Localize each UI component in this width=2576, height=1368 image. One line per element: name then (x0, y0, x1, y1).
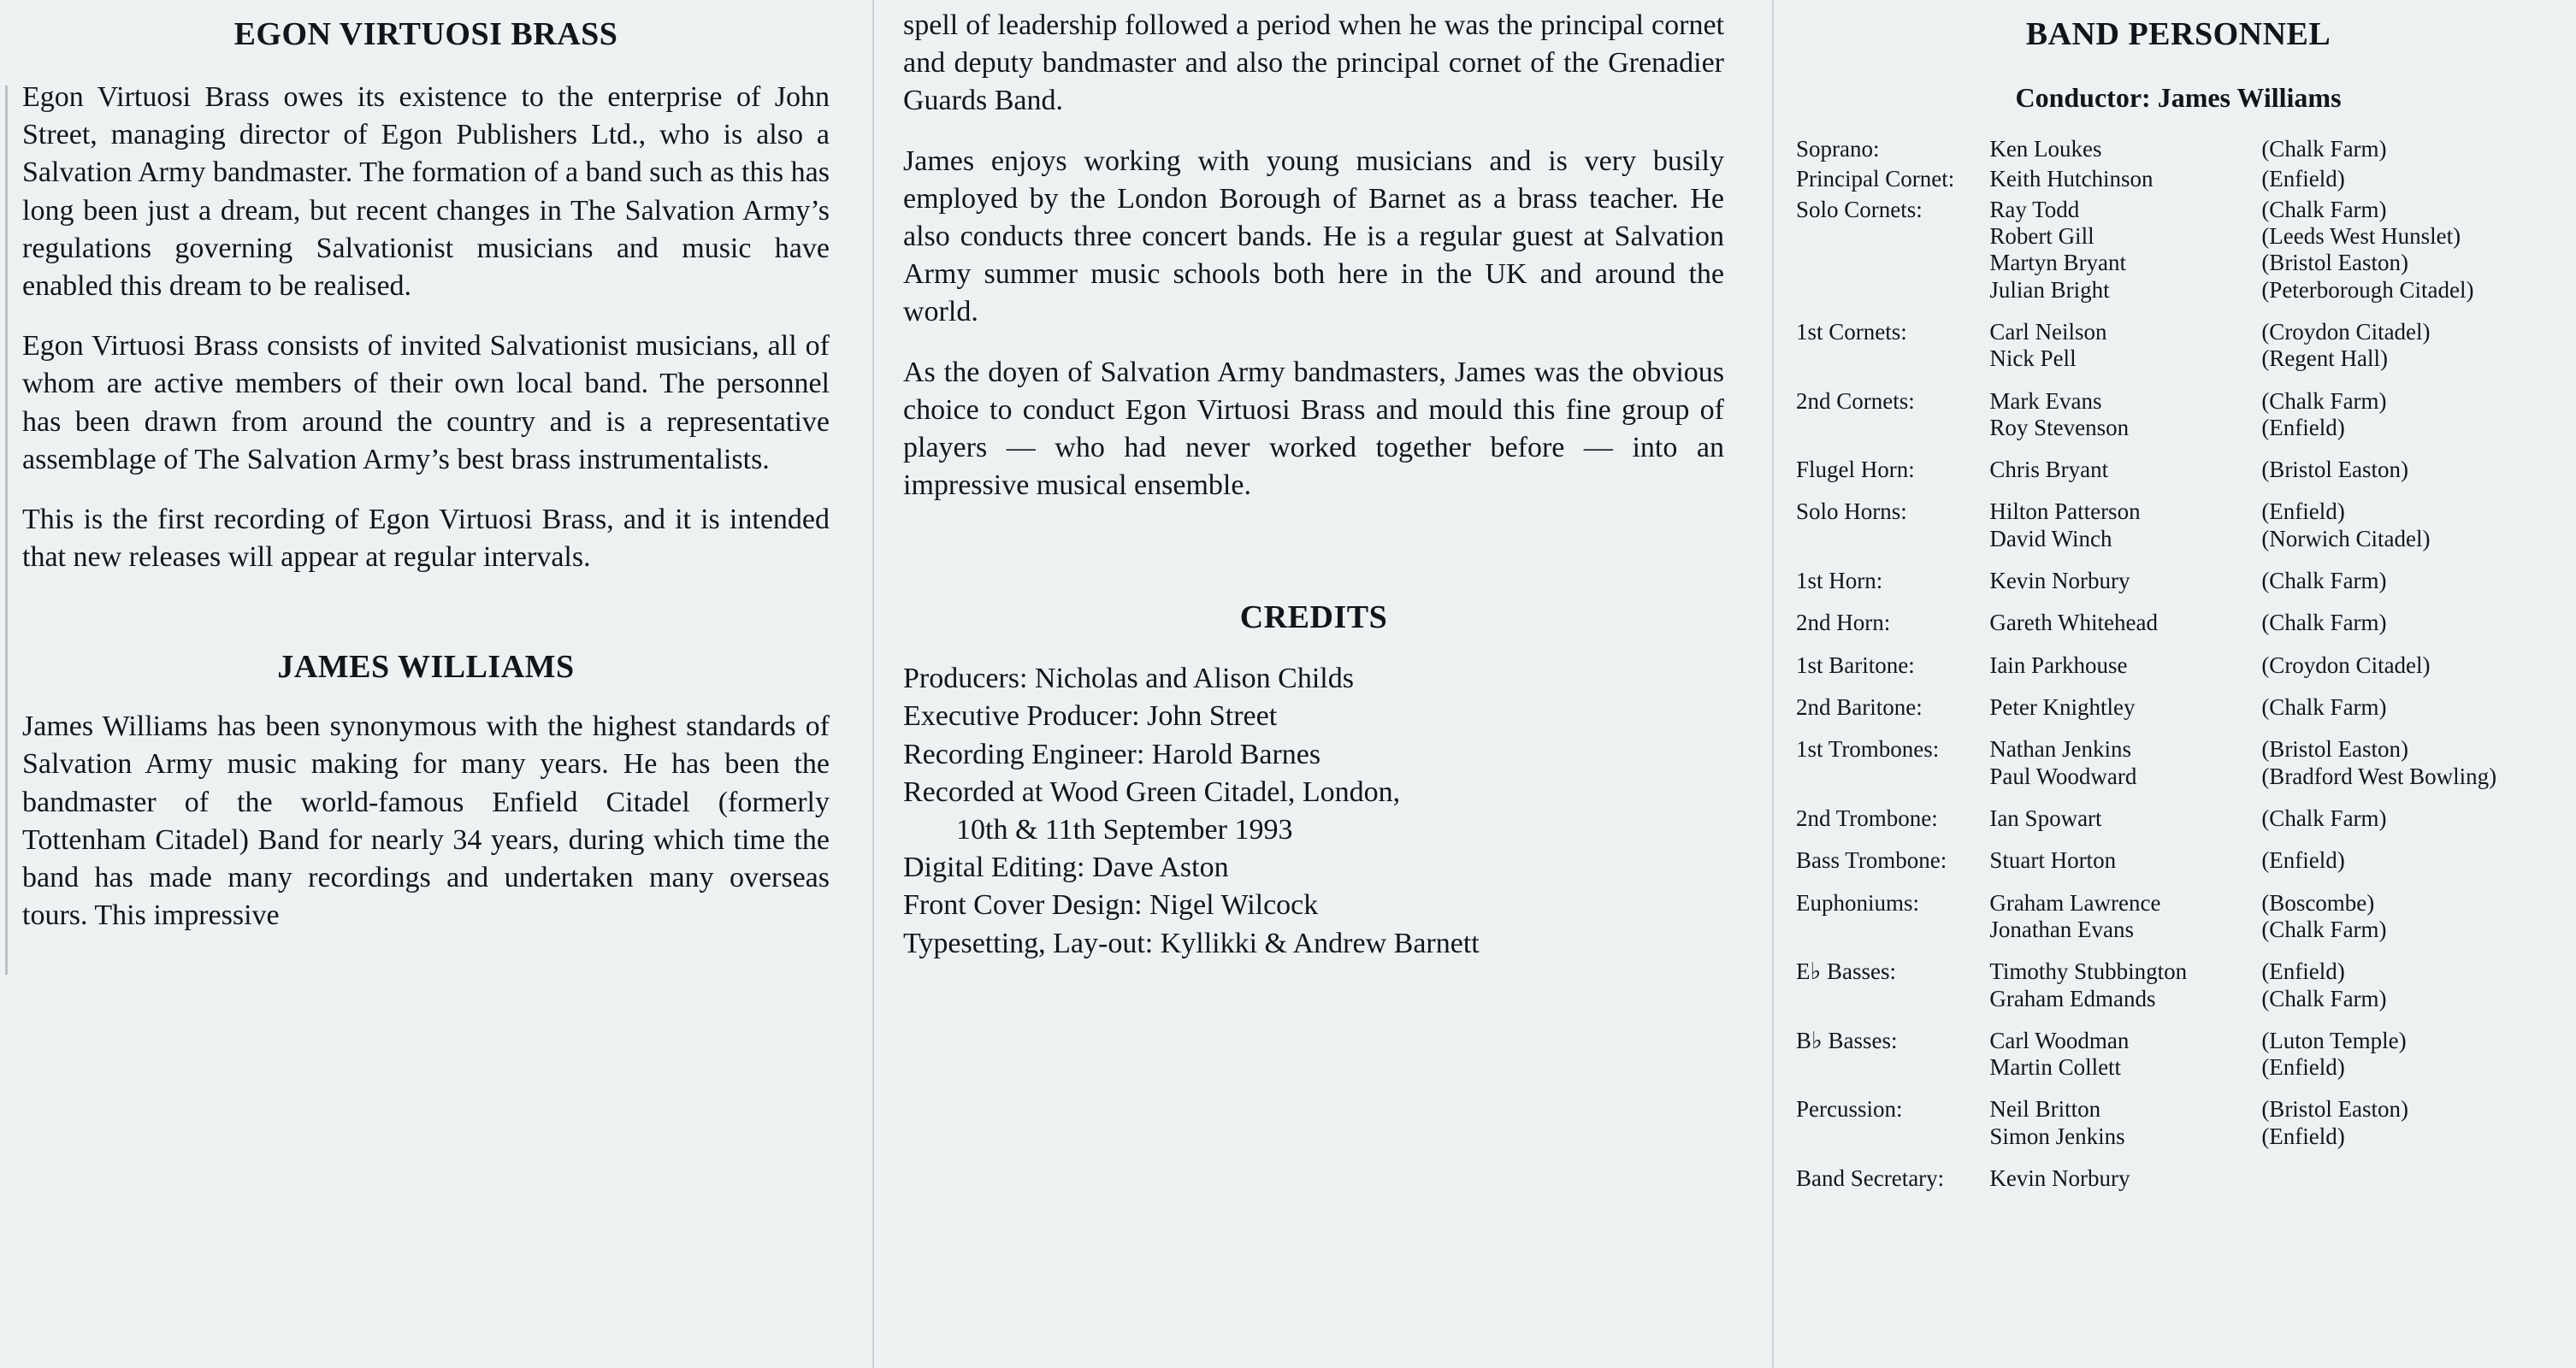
table-row (1796, 598, 2561, 640)
role-label: 2nd Baritone: (1796, 694, 1923, 720)
player-corps: (Chalk Farm) (2261, 136, 2387, 162)
table-row (1796, 166, 2561, 196)
player-names: Iain Parkhouse (1989, 652, 2128, 678)
role-label: Band Secretary: (1796, 1165, 1945, 1192)
player-corps (2261, 1153, 2561, 1195)
role-label: 2nd Cornets: (1796, 387, 1915, 414)
table-row (1796, 724, 2561, 793)
page-seam-right (1772, 0, 1774, 1368)
player-names: Ken Loukes (1989, 136, 2102, 162)
table-row (1796, 682, 2561, 724)
player-names: Kevin Norbury (1989, 568, 2130, 594)
heading-band-personnel: BAND PERSONNEL (2025, 16, 2331, 52)
table-row (1796, 556, 2561, 598)
role-label: Solo Horns: (1796, 498, 1907, 525)
player-corps: (Chalk Farm) (Enfield) (2261, 387, 2387, 440)
role-label: Euphoniums: (1796, 889, 1920, 916)
player-names: Carl Woodman Martin Collett (1989, 1027, 2130, 1081)
player-corps: (Enfield) (Chalk Farm) (2261, 958, 2387, 1011)
player-names: Ray Todd Robert Gill Martyn Bryant Julian Bright (1989, 196, 2127, 303)
player-names: Stuart Horton (1989, 847, 2117, 874)
paragraph: Egon Virtuosi Brass owes its existence to the enterprise of John Street, managing director of Egon Publishers Ltd., who is also a Salvation Army bandmaster. The formation of a band such as this has long been just a dream, but recent changes in The Salvation Army’s regulations governing Salvationist musicians and music have enabled this dream to be realised. (22, 81, 830, 302)
credits-line: Typesetting, Lay-out: Kyllikki & Andrew Barnett (903, 927, 1480, 959)
player-names: Peter Knightley (1989, 694, 2136, 720)
conductor-line: Conductor: James Williams (2015, 82, 2342, 113)
table-row (1796, 307, 2561, 376)
player-names: Hilton Patterson David Winch (1989, 498, 2141, 551)
credits-line: Recorded at Wood Green Citadel, London, (903, 775, 1401, 808)
player-corps: (Enfield) (Norwich Citadel) (2261, 498, 2431, 551)
credits-line: 10th & 11th September 1993 (956, 814, 1293, 846)
player-corps: (Croydon Citadel) (2261, 652, 2431, 678)
role-label: 1st Horn: (1796, 568, 1883, 594)
table-row (1796, 946, 2561, 1016)
player-names: Keith Hutchinson (1989, 166, 2154, 192)
player-corps: (Chalk Farm) (2261, 694, 2387, 720)
player-names: Ian Spowart (1989, 805, 2102, 831)
player-corps: (Chalk Farm) (Leeds West Hunslet) (Bristol Easton) (Peterborough Citadel) (2261, 196, 2474, 303)
heading-james-williams: JAMES WILLIAMS (277, 649, 575, 686)
role-label: Soprano: (1796, 136, 1880, 162)
role-label: Solo Cornets: (1796, 196, 1923, 222)
role-label: B♭ Basses: (1796, 1027, 1898, 1053)
page-edge-mark (5, 86, 8, 975)
credits-line: Executive Producer: John Street (903, 700, 1278, 733)
player-corps: (Boscombe) (Chalk Farm) (2261, 889, 2387, 942)
player-corps: (Enfield) (2261, 166, 2345, 192)
table-row (1796, 1016, 2561, 1085)
player-corps: (Chalk Farm) (2261, 610, 2387, 636)
heading-egon-virtuosi-brass: EGON VIRTUOSI BRASS (233, 16, 618, 52)
role-label: Principal Cornet: (1796, 166, 1955, 192)
paragraph: Egon Virtuosi Brass consists of invited Salvationist musicians, all of whom are active members of their own local band. The personnel has been drawn from around the country and is a representative assemblage of The Salvation Army’s best brass instrumentalists. (22, 330, 830, 475)
paragraph: This is the first recording of Egon Virtuosi Brass, and it is intended that new releases will appear at regular intervals. (22, 503, 830, 574)
table-row (1796, 640, 2561, 682)
player-names: Mark Evans Roy Stevenson (1989, 387, 2130, 440)
band-personnel-table (1796, 136, 2561, 1195)
role-label: Percussion: (1796, 1096, 1903, 1123)
paragraph: James enjoys working with young musicians and is very busily employed by the London Borough of Barnet as a brass teacher. He also conducts three concert bands. He is a regular guest at Salvation Army summer music schools both here in the UK and around the world. (903, 144, 1724, 328)
role-label: 1st Baritone: (1796, 652, 1915, 678)
credits-line: Digital Editing: Dave Aston (903, 852, 1229, 884)
table-row (1796, 197, 2561, 307)
paragraph: spell of leadership followed a period when he was the principal cornet and deputy bandmaster and also the principal cornet of the Grenadier Guards Band. (903, 9, 1724, 117)
role-label: 1st Trombones: (1796, 736, 1940, 763)
column-left (0, 0, 872, 1368)
role-label: 1st Cornets: (1796, 318, 1907, 345)
column-right (1772, 0, 2576, 1368)
player-corps: (Chalk Farm) (2261, 805, 2387, 831)
credits-line: Front Cover Design: Nigel Wilcock (903, 889, 1319, 922)
page-seam-left (872, 0, 874, 1368)
paragraph: As the doyen of Salvation Army bandmasters, James was the obvious choice to conduct Egon Virtuosi Brass and mould this fine group of players — who had never worked together before — into an impressive musical ensemble. (903, 356, 1724, 502)
role-label: E♭ Basses: (1796, 958, 1896, 985)
player-names: Neil Britton Simon Jenkins (1989, 1096, 2125, 1149)
table-row (1796, 793, 2561, 835)
player-names: Chris Bryant (1989, 457, 2109, 483)
paragraph: James Williams has been synonymous with the highest standards of Salvation Army music making for many years. He has been the bandmaster of the world-famous Enfield Citadel (formerly Tottenham Citadel) Band for nearly 34 years, during which time the band has made many recordings and undertaken many overseas tours. This impressive (22, 711, 830, 932)
player-corps: (Bristol Easton) (Bradford West Bowling) (2261, 736, 2497, 789)
player-corps: (Luton Temple) (Enfield) (2261, 1027, 2407, 1081)
player-corps: (Bristol Easton) (Enfield) (2261, 1096, 2409, 1149)
role-label: 2nd Trombone: (1796, 805, 1938, 831)
role-label: Flugel Horn: (1796, 457, 1915, 483)
table-row (1796, 376, 2561, 445)
heading-credits: CREDITS (1239, 599, 1388, 636)
player-names: Nathan Jenkins Paul Woodward (1989, 736, 2137, 789)
player-names: Gareth Whitehead (1989, 610, 2158, 636)
table-row (1796, 1084, 2561, 1153)
player-corps: (Bristol Easton) (2261, 457, 2409, 483)
role-label: Bass Trombone: (1796, 847, 1947, 874)
player-names: Carl Neilson Nick Pell (1989, 318, 2107, 372)
table-row (1796, 835, 2561, 877)
table-row (1796, 136, 2561, 166)
column-middle (872, 0, 1772, 1368)
table-row (1796, 486, 2561, 556)
role-label: 2nd Horn: (1796, 610, 1891, 636)
table-row (1796, 1153, 2561, 1195)
player-corps: (Croydon Citadel) (Regent Hall) (2261, 318, 2431, 372)
player-names: Kevin Norbury (1989, 1165, 2130, 1192)
table-row (1796, 878, 2561, 947)
player-names: Timothy Stubbington Graham Edmands (1989, 958, 2188, 1011)
player-names: Graham Lawrence Jonathan Evans (1989, 889, 2161, 942)
credits-line: Producers: Nicholas and Alison Childs (903, 663, 1354, 695)
player-corps: (Enfield) (2261, 847, 2345, 874)
credits-line: Recording Engineer: Harold Barnes (903, 738, 1321, 770)
credits-list (903, 660, 1724, 963)
table-row (1796, 445, 2561, 486)
player-corps: (Chalk Farm) (2261, 568, 2387, 594)
